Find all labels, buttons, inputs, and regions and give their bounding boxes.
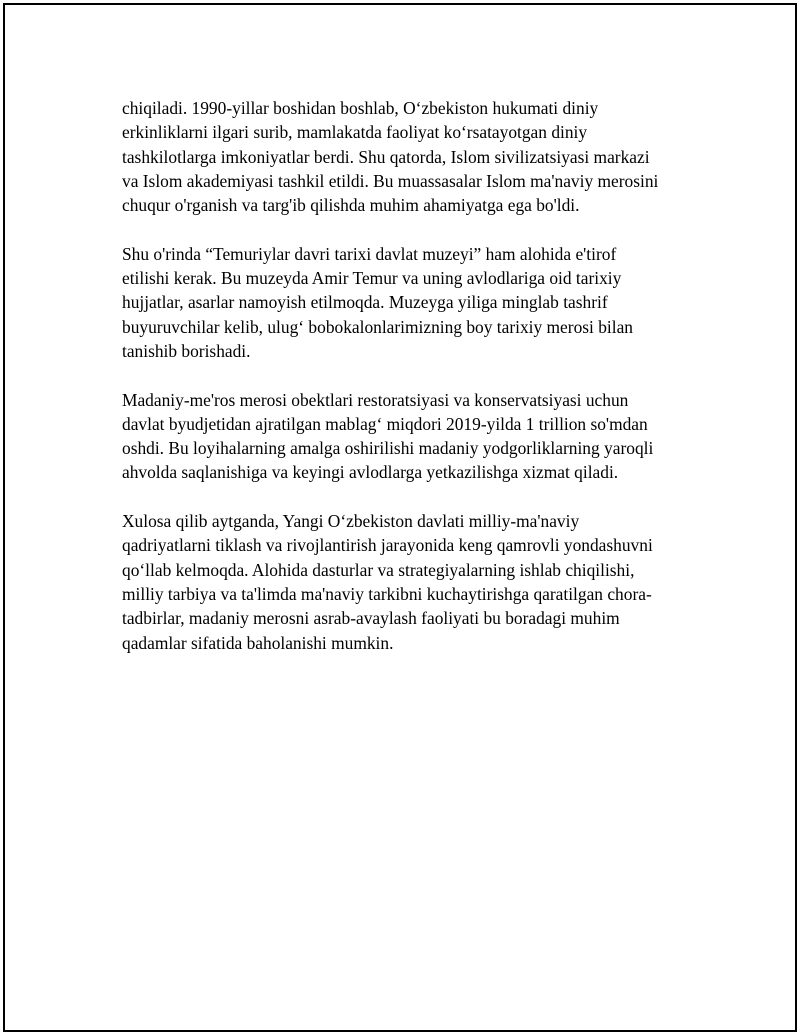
text-line: milliy tarbiya va ta'limda ma'naviy tarkibni kuchaytirishga qaratilgan chora- (122, 583, 652, 604)
text-line: hujjatlar, asarlar namoyish etilmoqda. Muzeyga yiliga minglab tashrif (122, 292, 608, 313)
text-line: chuqur o'rganish va targ'ib qilishda muhim ahamiyatga ega bo'ldi. (122, 195, 580, 216)
text-line: buyuruvchilar kelib, ulug‘ bobokalonlarimizning boy tarixiy merosi bilan (122, 316, 633, 337)
text-line: oshdi. Bu loyihalarning amalga oshirilishi madaniy yodgorliklarning yaroqli (122, 438, 654, 459)
text-line: va Islom akademiyasi tashkil etildi. Bu muassasalar Islom ma'naviy merosini (122, 170, 659, 191)
paragraph-1 (122, 96, 692, 217)
text-line: tanishib borishadi. (122, 340, 251, 361)
text-line: qo‘llab kelmoqda. Alohida dasturlar va strategiyalarning ishlab chiqilishi, (122, 559, 635, 580)
text-line: qadriyatlarni tiklash va rivojlantirish jarayonida keng qamrovli yondashuvni (122, 535, 653, 556)
text-line: chiqiladi. 1990-yillar boshidan boshlab, O‘zbekiston hukumati diniy (122, 98, 599, 118)
text-line: tashkilotlarga imkoniyatlar berdi. Shu qatorda, Islom sivilizatsiyasi markazi (122, 146, 650, 167)
text-line: ahvolda saqlanishiga va keyingi avlodlarga yetkazilishga xizmat qiladi. (122, 462, 619, 483)
text-line: qadamlar sifatida baholanishi mumkin. (122, 632, 394, 653)
text-line: tadbirlar, madaniy merosni asrab-avaylash faoliyati bu boradagi muhim (122, 608, 620, 629)
text-line: Shu o'rinda “Temuriylar davri tarixi davlat muzeyi” ham alohida e'tirof (122, 243, 617, 264)
text-line: etilishi kerak. Bu muzeyda Amir Temur va uning avlodlariga oid tarixiy (122, 268, 622, 289)
text-line: Madaniy-me'ros merosi obektlari restoratsiyasi va konservatsiyasi uchun (122, 389, 629, 410)
paragraph-2 (122, 242, 692, 363)
text-line: erkinliklarni ilgari surib, mamlakatda faoliyat ko‘rsatayotgan diniy (122, 122, 588, 143)
paragraph-3 (122, 388, 692, 485)
text-line: davlat byudjetidan ajratilgan mablag‘ miqdori 2019-yilda 1 trillion so'mdan (122, 413, 648, 434)
paragraph-4 (122, 509, 692, 655)
document-page (3, 3, 797, 1032)
document-body (122, 96, 692, 679)
text-line: Xulosa qilib aytganda, Yangi O‘zbekiston davlati milliy-ma'naviy (122, 511, 580, 532)
